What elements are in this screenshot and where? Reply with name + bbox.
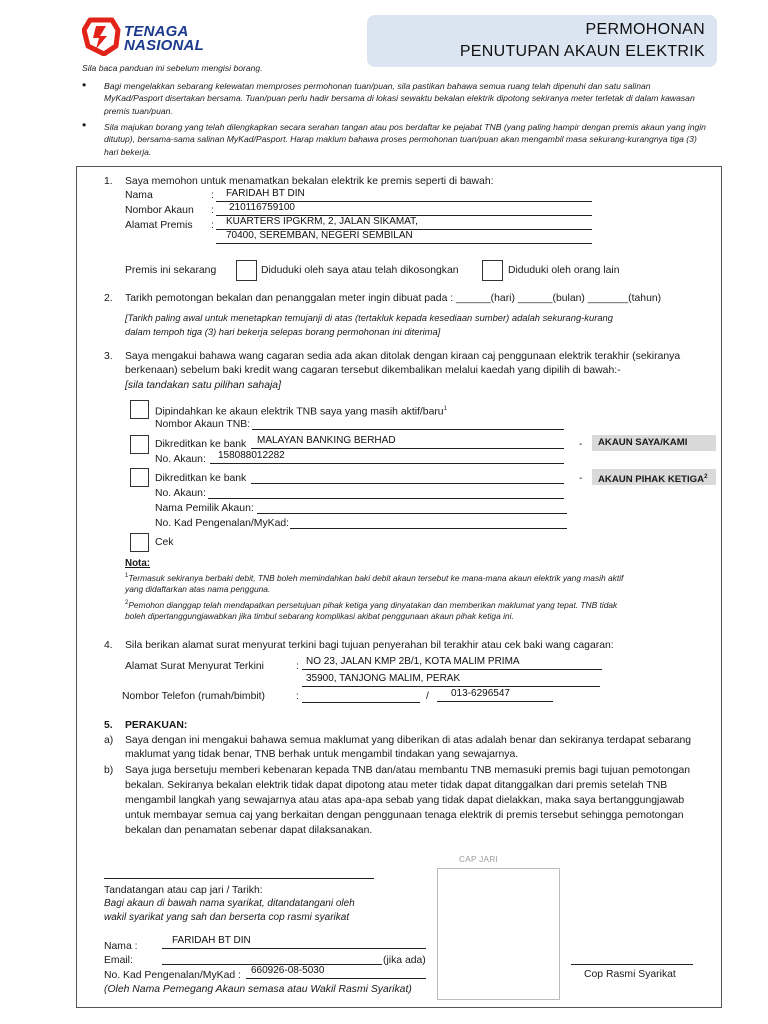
email-field[interactable] <box>162 953 382 965</box>
bullet-icon: • <box>82 78 87 92</box>
tnb-account-field[interactable] <box>252 418 564 430</box>
holder-note: (Oleh Nama Pemegang Akaun semasa atau Wakil Rasmi Syarikat) <box>104 984 412 995</box>
section4-number: 4. <box>104 640 113 651</box>
own-bank-name-value: MALAYAN BANKING BERHAD <box>257 435 396 446</box>
declaration-b-label: b) <box>104 765 114 776</box>
signer-ic-label: No. Kad Pengenalan/MyKad : <box>104 970 241 981</box>
premise-status-label: Premis ini sekarang <box>125 265 217 276</box>
form-title-line1: PERMOHONAN <box>585 21 705 38</box>
tnb-logo-icon <box>82 16 122 56</box>
colon: : <box>296 691 299 702</box>
signer-name-value: FARIDAH BT DIN <box>172 935 251 946</box>
third-party-account-label: No. Akaun: <box>155 488 206 499</box>
signature-label: Tandatangan atau cap jari / Tarikh: <box>104 885 263 896</box>
account-field[interactable] <box>216 203 592 216</box>
tnb-account-label: Nombor Akaun TNB: <box>155 419 251 430</box>
section2-note-line1: [Tarikh paling awal untuk menetapkan temujanji di atas (tertakluk kepada kesediaan sumber) adalah sekurang-kurang <box>125 312 613 323</box>
colon: : <box>211 220 214 231</box>
fingerprint-box[interactable] <box>437 868 560 1000</box>
company-note-line2: wakil syarikat yang sah dan berserta cop rasmi syarikat <box>104 912 350 923</box>
dash: - <box>579 439 583 450</box>
third-party-ic-field[interactable] <box>290 517 567 529</box>
occupied-by-other-checkbox[interactable] <box>482 260 503 281</box>
company-note-line1: Bagi akaun di bawah nama syarikat, ditandatangani oleh <box>104 898 355 909</box>
section2-note-line2: dalam tempoh tiga (3) hari bekerja selepas borang permohonan ini diterima] <box>125 326 441 337</box>
account-value: 210116759100 <box>229 202 295 213</box>
third-party-bank-field[interactable] <box>251 472 564 484</box>
form-title-line2: PENUTUPAN AKAUN ELEKTRIK <box>459 43 705 60</box>
third-party-account-field[interactable] <box>208 487 564 499</box>
company-stamp-field[interactable] <box>571 953 693 965</box>
name-value: FARIDAH BT DIN <box>226 188 305 199</box>
declaration-a-line2: maklumat yang tidak benar, TNB berhak untuk mengambil tindakan yang sewajarnya. <box>125 749 519 760</box>
premise-address-line1: KUARTERS IPGKRM, 2, JALAN SIKAMAT, <box>226 216 418 227</box>
credit-own-bank-checkbox[interactable] <box>130 435 149 454</box>
own-bank-account-field[interactable] <box>210 451 564 464</box>
declaration-b-line1: Saya juga bersetuju memberi kebenaran kepada TNB dan/atau membantu TNB memasuki premis bagi tujuan pemotongan <box>125 765 691 776</box>
section1-number: 1. <box>104 176 113 187</box>
declaration-b-line5: bekalan dan penamatan sebenar dapat dilaksanakan. <box>125 825 373 836</box>
own-bank-account-value: 158088012282 <box>218 450 285 461</box>
signer-name-label: Nama : <box>104 941 138 952</box>
third-party-owner-field[interactable] <box>257 502 567 514</box>
name-field[interactable] <box>216 189 592 202</box>
signer-ic-field[interactable] <box>246 966 426 979</box>
phone-separator: / <box>426 691 429 702</box>
declaration-b-line3: mengambil langkah yang sewajarnya atau atas apa-apa sebab yang tidak dapat dielakkan, maka saya bertanggungjawab <box>125 795 685 806</box>
colon: : <box>211 190 214 201</box>
transfer-tnb-label: Dipindahkan ke akaun elektrik TNB saya yang masih aktif/baru$^1$ <box>155 406 447 418</box>
form-title-box <box>367 15 717 67</box>
colon: : <box>296 661 299 672</box>
guide-note: Sila baca panduan ini sebelum mengisi borang. <box>82 63 263 73</box>
note1-line2: yang didaftarkan atas nama pengguna. <box>125 584 271 594</box>
phone-home-field[interactable] <box>302 690 420 703</box>
logo-line1: TENAGA <box>124 23 189 40</box>
bullet-icon: • <box>82 118 87 132</box>
mailing-address-field-1[interactable] <box>302 656 602 670</box>
premise-address-label: Alamat Premis <box>125 220 193 231</box>
colon: : <box>211 205 214 216</box>
account-label: Nombor Akaun <box>125 205 194 216</box>
note2-line1: $^2$Pemohon dianggap telah mendapatkan persetujuan pihak ketiga yang dinyatakan dan memberikan maklumat yang tepat. TNB tidak <box>125 599 618 610</box>
third-party-account-tag: AKAUN PIHAK KETIGA$^2$ <box>592 469 716 485</box>
declaration-a-line1: Saya dengan ini mengakui bahawa semua maklumat yang diberikan di atas adalah benar dan sekiranya terdapat sebarang <box>125 735 692 746</box>
fingerprint-label: CAP JARI <box>459 855 499 864</box>
section3-line2: berkenaan) sebelum baki kredit wang cagaran tersebut dikembalikan melalui kaedah yang dipilih di bawah:- <box>125 365 621 376</box>
note2-line2: boleh dipertanggungjawabkan jika timbul sebarang komplikasi akibat penggunaan akaun pihak ketiga ini. <box>125 611 514 621</box>
own-bank-name-field[interactable] <box>251 436 564 449</box>
section1-heading: Saya memohon untuk menamatkan bekalan elektrik ke premis seperti di bawah: <box>125 176 494 187</box>
disconnection-date-field[interactable]: Tarikh pemotongan bekalan dan penanggalan meter ingin dibuat pada : ______(hari) ______(bulan) _______(tahun) <box>125 293 662 304</box>
third-party-owner-label: Nama Pemilik Akaun: <box>155 503 254 514</box>
declaration-heading: PERAKUAN: <box>125 720 188 731</box>
occupied-by-owner-checkbox[interactable] <box>236 260 257 281</box>
section2-number: 2. <box>104 293 113 304</box>
declaration-a-label: a) <box>104 735 114 746</box>
company-stamp-label: Cop Rasmi Syarikat <box>584 969 676 980</box>
own-account-tag: AKAUN SAYA/KAMI <box>592 435 716 451</box>
mailing-address-label: Alamat Surat Menyurat Terkini <box>125 661 264 672</box>
section3-line1: Saya mengakui bahawa wang cagaran sedia ada akan ditolak dengan kiraan caj penggunaan elektrik terakhir (sekiranya <box>125 351 681 362</box>
declaration-b-line2: bekalan. Sekiranya bekalan elektrik tidak dapat dipotong atau meter tidak dapat ditanggalkan dari premis setelah TNB <box>125 780 668 791</box>
logo-line2: NASIONAL <box>124 37 204 54</box>
declaration-b-line4: untuk membayar semua caj yang berkaitan dengan penggunaan tenaga elektrik di premis tersebut sehingga pemotongan <box>125 810 684 821</box>
section4-heading: Sila berikan alamat surat menyurat terkini bagi tujuan penyerahan bil terakhir atau cek baki wang cagaran: <box>125 640 614 651</box>
name-label: Nama <box>125 190 153 201</box>
mailing-address-line2: 35900, TANJONG MALIM, PERAK <box>306 673 461 684</box>
instruction-2: Sila majukan borang yang telah dilengkapkan secara serahan tangan atau pos berdaftar ke pejabat TNB (yang paling hampir dengan premis akaun yang ingin ditutup), bersama-sama salinan MyKad/Pasport. Harap maklum bahawa proses permohonan tuan/puan akan mengambil masa sekurang-kurangnya tiga (3) hari bekerja. <box>104 122 706 157</box>
note1-line1: $^1$Termasuk sekiranya berbaki debit, TNB boleh memindahkan baki debit akaun tersebut ke mana-mana akaun elektrik yang masih aktif <box>125 572 624 583</box>
third-party-ic-label: No. Kad Pengenalan/MyKad: <box>155 518 290 529</box>
premise-address-field-2[interactable] <box>216 231 592 244</box>
signature-field[interactable] <box>104 866 374 879</box>
occupied-by-owner-label: Diduduki oleh saya atau telah dikosongkan <box>261 265 459 276</box>
instruction-1: Bagi mengelakkan sebarang kelewatan memproses permohonan tuan/puan, sila pastikan bahawa semua ruang telah dipenuhi dan satu salinan MyKad/Pasport disertakan bersama. Tuan/puan perlu hadir bersama di lokasi sewaktu bekalan elektrik dipotong sekiranya meter terletak di dalam kawasan premis tuan/puan. <box>104 81 695 116</box>
credit-own-bank-label: Dikreditkan ke bank <box>155 439 247 450</box>
tnb-logo <box>82 16 212 62</box>
credit-third-party-label: Dikreditkan ke bank <box>155 473 247 484</box>
note-title: Nota: <box>125 558 151 569</box>
phone-label: Nombor Telefon (rumah/bimbit) <box>122 691 266 702</box>
section3-line3: [sila tandakan satu pilihan sahaja] <box>125 380 281 391</box>
signer-name-field[interactable] <box>162 935 426 949</box>
own-bank-account-label: No. Akaun: <box>155 454 206 465</box>
premise-address-field-1[interactable] <box>216 217 592 230</box>
premise-address-line2: 70400, SEREMBAN, NEGERI SEMBILAN <box>226 230 413 241</box>
phone-mobile-value: 013-6296547 <box>451 688 510 699</box>
cheque-label: Cek <box>155 537 174 548</box>
email-label: Email: <box>104 955 133 966</box>
phone-mobile-field[interactable] <box>437 688 553 702</box>
dash: - <box>579 473 583 484</box>
section3-number: 3. <box>104 351 113 362</box>
transfer-tnb-checkbox[interactable] <box>130 400 149 419</box>
mailing-address-line1: NO 23, JALAN KMP 2B/1, KOTA MALIM PRIMA <box>306 656 520 667</box>
mailing-address-field-2[interactable] <box>302 673 600 687</box>
section5-number: 5. <box>104 720 113 731</box>
cheque-checkbox[interactable] <box>130 533 149 552</box>
signer-ic-value: 660926-08-5030 <box>251 965 325 976</box>
credit-third-party-checkbox[interactable] <box>130 468 149 487</box>
email-optional-note: (jika ada) <box>383 955 426 966</box>
occupied-by-other-label: Diduduki oleh orang lain <box>508 265 620 276</box>
